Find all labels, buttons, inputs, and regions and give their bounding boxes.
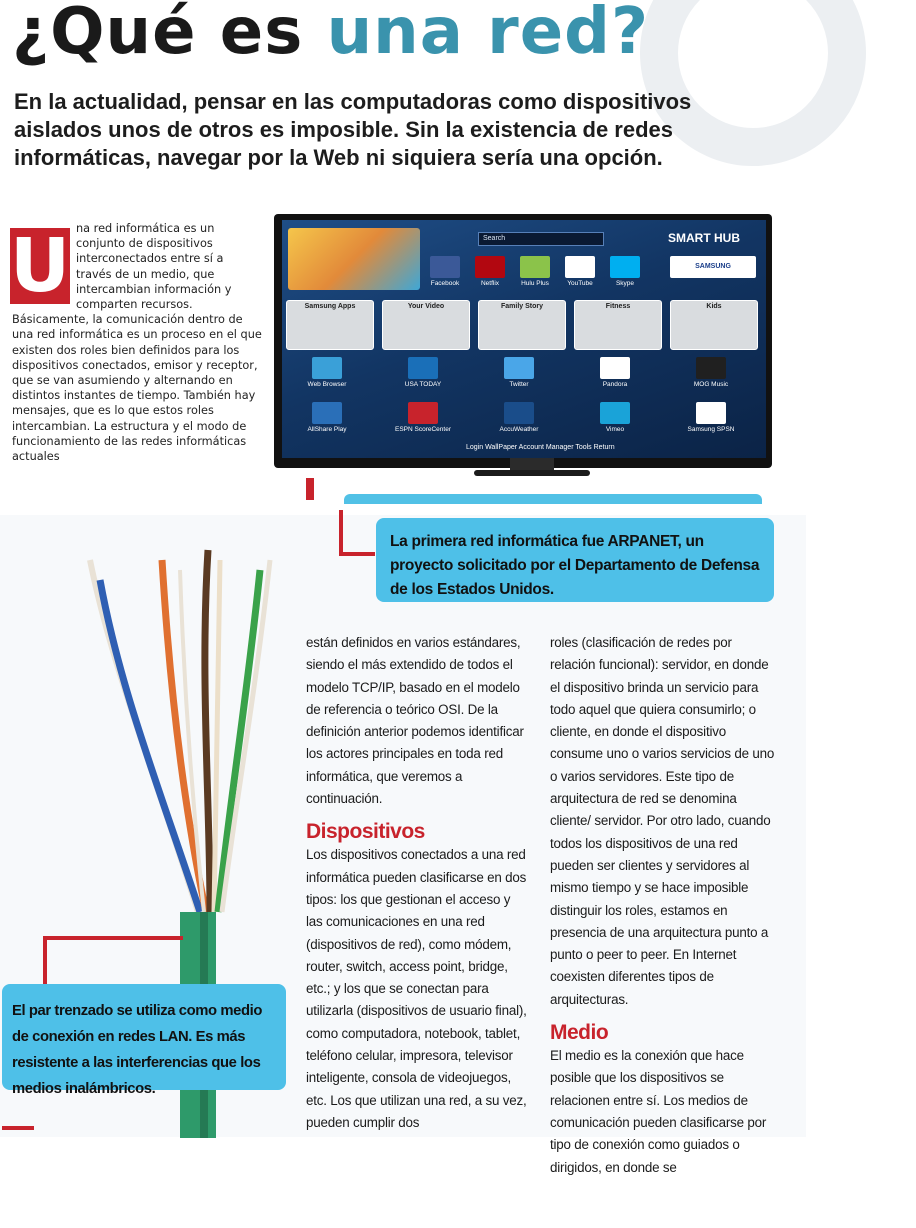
intro-text: na red informática es un conjunto de dispositivos interconectados entre sí a través de un medio, que intercambian información y comparten recursos. Básicamente, la comunicación dentro de una red informática es un proceso en el que existen dos roles bien definidos para los dispositivos conectados, emisor y receptor, que se van asumiendo y alternando en distintos instantes de tiempo. También hay mensajes, que es lo que estos roles intercambian. La estructura y el modo de funcionamiento de las redes informáticas actuales bbox=[12, 222, 262, 464]
tv-app-icon bbox=[610, 256, 640, 278]
tv-category-tile bbox=[574, 300, 662, 350]
tv-app-icon bbox=[408, 357, 438, 379]
paragraph: roles (clasificación de redes por relación funcional): servidor, en donde el dispositivo brinda un servicio para todo aquel que quiera consumirlo; o cliente, en donde el dispositivo consume uno o varios servicios de uno o varios servidores. Este tipo de arquitectura de red se denomina cliente/ servidor. Por otro lado, cuando todos los dispositivos de una red pueden ser clientes y servidores al mismo tiempo y se hace imposible distinguir los roles, estamos en presencia de una arquitectura punto a punto o peer to peer. En Internet coexisten diferentes tipos de arquitecturas. bbox=[550, 635, 775, 1007]
tv-hero-image bbox=[288, 228, 420, 290]
tv-app-icon bbox=[565, 256, 595, 278]
tv-app-icon bbox=[600, 357, 630, 379]
heading-medio: Medio bbox=[550, 1021, 609, 1045]
tv-app-label: MOG Music bbox=[693, 381, 729, 388]
tv-app-label: Web Browser bbox=[307, 381, 347, 388]
tv-app-icon bbox=[475, 256, 505, 278]
callout-bracket-horizontal bbox=[43, 936, 183, 940]
tv-category-label: Your Video bbox=[407, 303, 445, 310]
tv-app-icon bbox=[696, 357, 726, 379]
tv-app-label: AccuWeather bbox=[499, 426, 539, 433]
tv-app-icon bbox=[696, 402, 726, 424]
tv-app-label: Samsung SPSN bbox=[687, 426, 735, 433]
tv-app-label: Netflix bbox=[480, 280, 500, 287]
paragraph: El medio es la conexión que hace posible que los dispositivos se relacionen entre sí. Los medios de comunicación pueden clasificarse por tipo de conexión como guiados o dirigidos, en donde se bbox=[550, 1048, 767, 1175]
page-number-mark bbox=[2, 1126, 34, 1130]
article-column-2 bbox=[550, 632, 778, 1179]
tv-app-label: ESPN ScoreCenter bbox=[395, 426, 451, 433]
page-title bbox=[12, 0, 649, 72]
tv-category-label: Family Story bbox=[500, 303, 543, 310]
callout-bracket-vertical bbox=[43, 936, 47, 986]
tv-app-icon bbox=[504, 402, 534, 424]
title-part2: una red? bbox=[326, 0, 650, 69]
tv-app-label: Vimeo bbox=[605, 426, 625, 433]
callout-bracket-horizontal bbox=[339, 552, 375, 556]
tv-app-icon bbox=[520, 256, 550, 278]
twisted-pair-wires-illustration bbox=[60, 540, 300, 940]
heading-dispositivos: Dispositivos bbox=[306, 820, 425, 844]
tv-category-label: Fitness bbox=[605, 303, 631, 310]
paragraph: están definidos en varios estándares, siendo el más extendido de todos el modelo TCP/IP, basado en el modelo de referencia o teórico OSI. De la definición anterior podemos identificar los actores principales en toda red informática, que veremos a continuación. bbox=[306, 635, 524, 807]
tv-category-tile bbox=[286, 300, 374, 350]
tv-app-icon bbox=[504, 357, 534, 379]
red-connector bbox=[306, 478, 314, 500]
tv-app-label: Hulu Plus bbox=[521, 280, 549, 287]
tv-app-label: Facebook bbox=[430, 280, 460, 287]
tv-app-label: Skype bbox=[615, 280, 635, 287]
tv-app-label: USA TODAY bbox=[404, 381, 442, 388]
tv-app-label: AllShare Play bbox=[307, 426, 347, 433]
tv-app-icon bbox=[430, 256, 460, 278]
tv-app-icon bbox=[408, 402, 438, 424]
tv-brand-badge: SAMSUNG bbox=[670, 256, 756, 278]
callout-tab bbox=[344, 494, 762, 504]
tv-category-tile bbox=[670, 300, 758, 350]
tv-app-icon bbox=[600, 402, 630, 424]
tv-category-tile bbox=[478, 300, 566, 350]
tv-category-label: Kids bbox=[706, 303, 722, 310]
tv-app-icon bbox=[312, 357, 342, 379]
article-column-1 bbox=[306, 632, 528, 1134]
drop-cap: U bbox=[10, 223, 71, 309]
callout-bracket-vertical bbox=[339, 510, 343, 556]
tv-footer-menu: Login WallPaper Account Manager Tools Return bbox=[466, 444, 615, 451]
intro-paragraph bbox=[12, 221, 262, 464]
tv-app-icon bbox=[312, 402, 342, 424]
dropcap-spacer bbox=[12, 221, 76, 307]
tv-search-box: Search bbox=[478, 232, 604, 246]
tv-brand: SMART HUB bbox=[668, 231, 740, 245]
callout-arpanet: La primera red informática fue ARPANET, un proyecto solicitado por el Departamento de Defensa de los Estados Unidos. bbox=[376, 518, 774, 602]
lead-paragraph: En la actualidad, pensar en las computadoras como dispositivos aislados unos de otros es imposible. Sin la existencia de redes informáticas, navegar por la Web ni siquiera sería una opción. bbox=[14, 89, 692, 170]
tv-app-label: Twitter bbox=[509, 381, 529, 388]
tv-category-tile bbox=[382, 300, 470, 350]
callout-twisted-pair: El par trenzado se utiliza como medio de conexión en redes LAN. Es más resistente a las interferencias que los medios inalámbricos. bbox=[2, 984, 286, 1090]
title-part1: ¿Qué es bbox=[12, 0, 304, 69]
tv-category-label: Samsung Apps bbox=[304, 303, 356, 310]
tv-app-label: Pandora bbox=[602, 381, 628, 388]
paragraph: Los dispositivos conectados a una red informática pueden clasificarse en dos tipos: los que gestionan el acceso y las comunicaciones en una red (dispositivos de red), como módem, router, switch, access point, bridge, etc.; y los que se conectan para utilizarla (dispositivos de usuario final), como computadora, notebook, tablet, teléfono celular, impresora, televisor inteligente, consola de videojuegos, etc. Los que utilizan una red, a su vez, pueden cumplir dos bbox=[306, 847, 527, 1130]
tv-stand-base bbox=[474, 470, 590, 476]
tv-app-label: YouTube bbox=[567, 280, 593, 287]
